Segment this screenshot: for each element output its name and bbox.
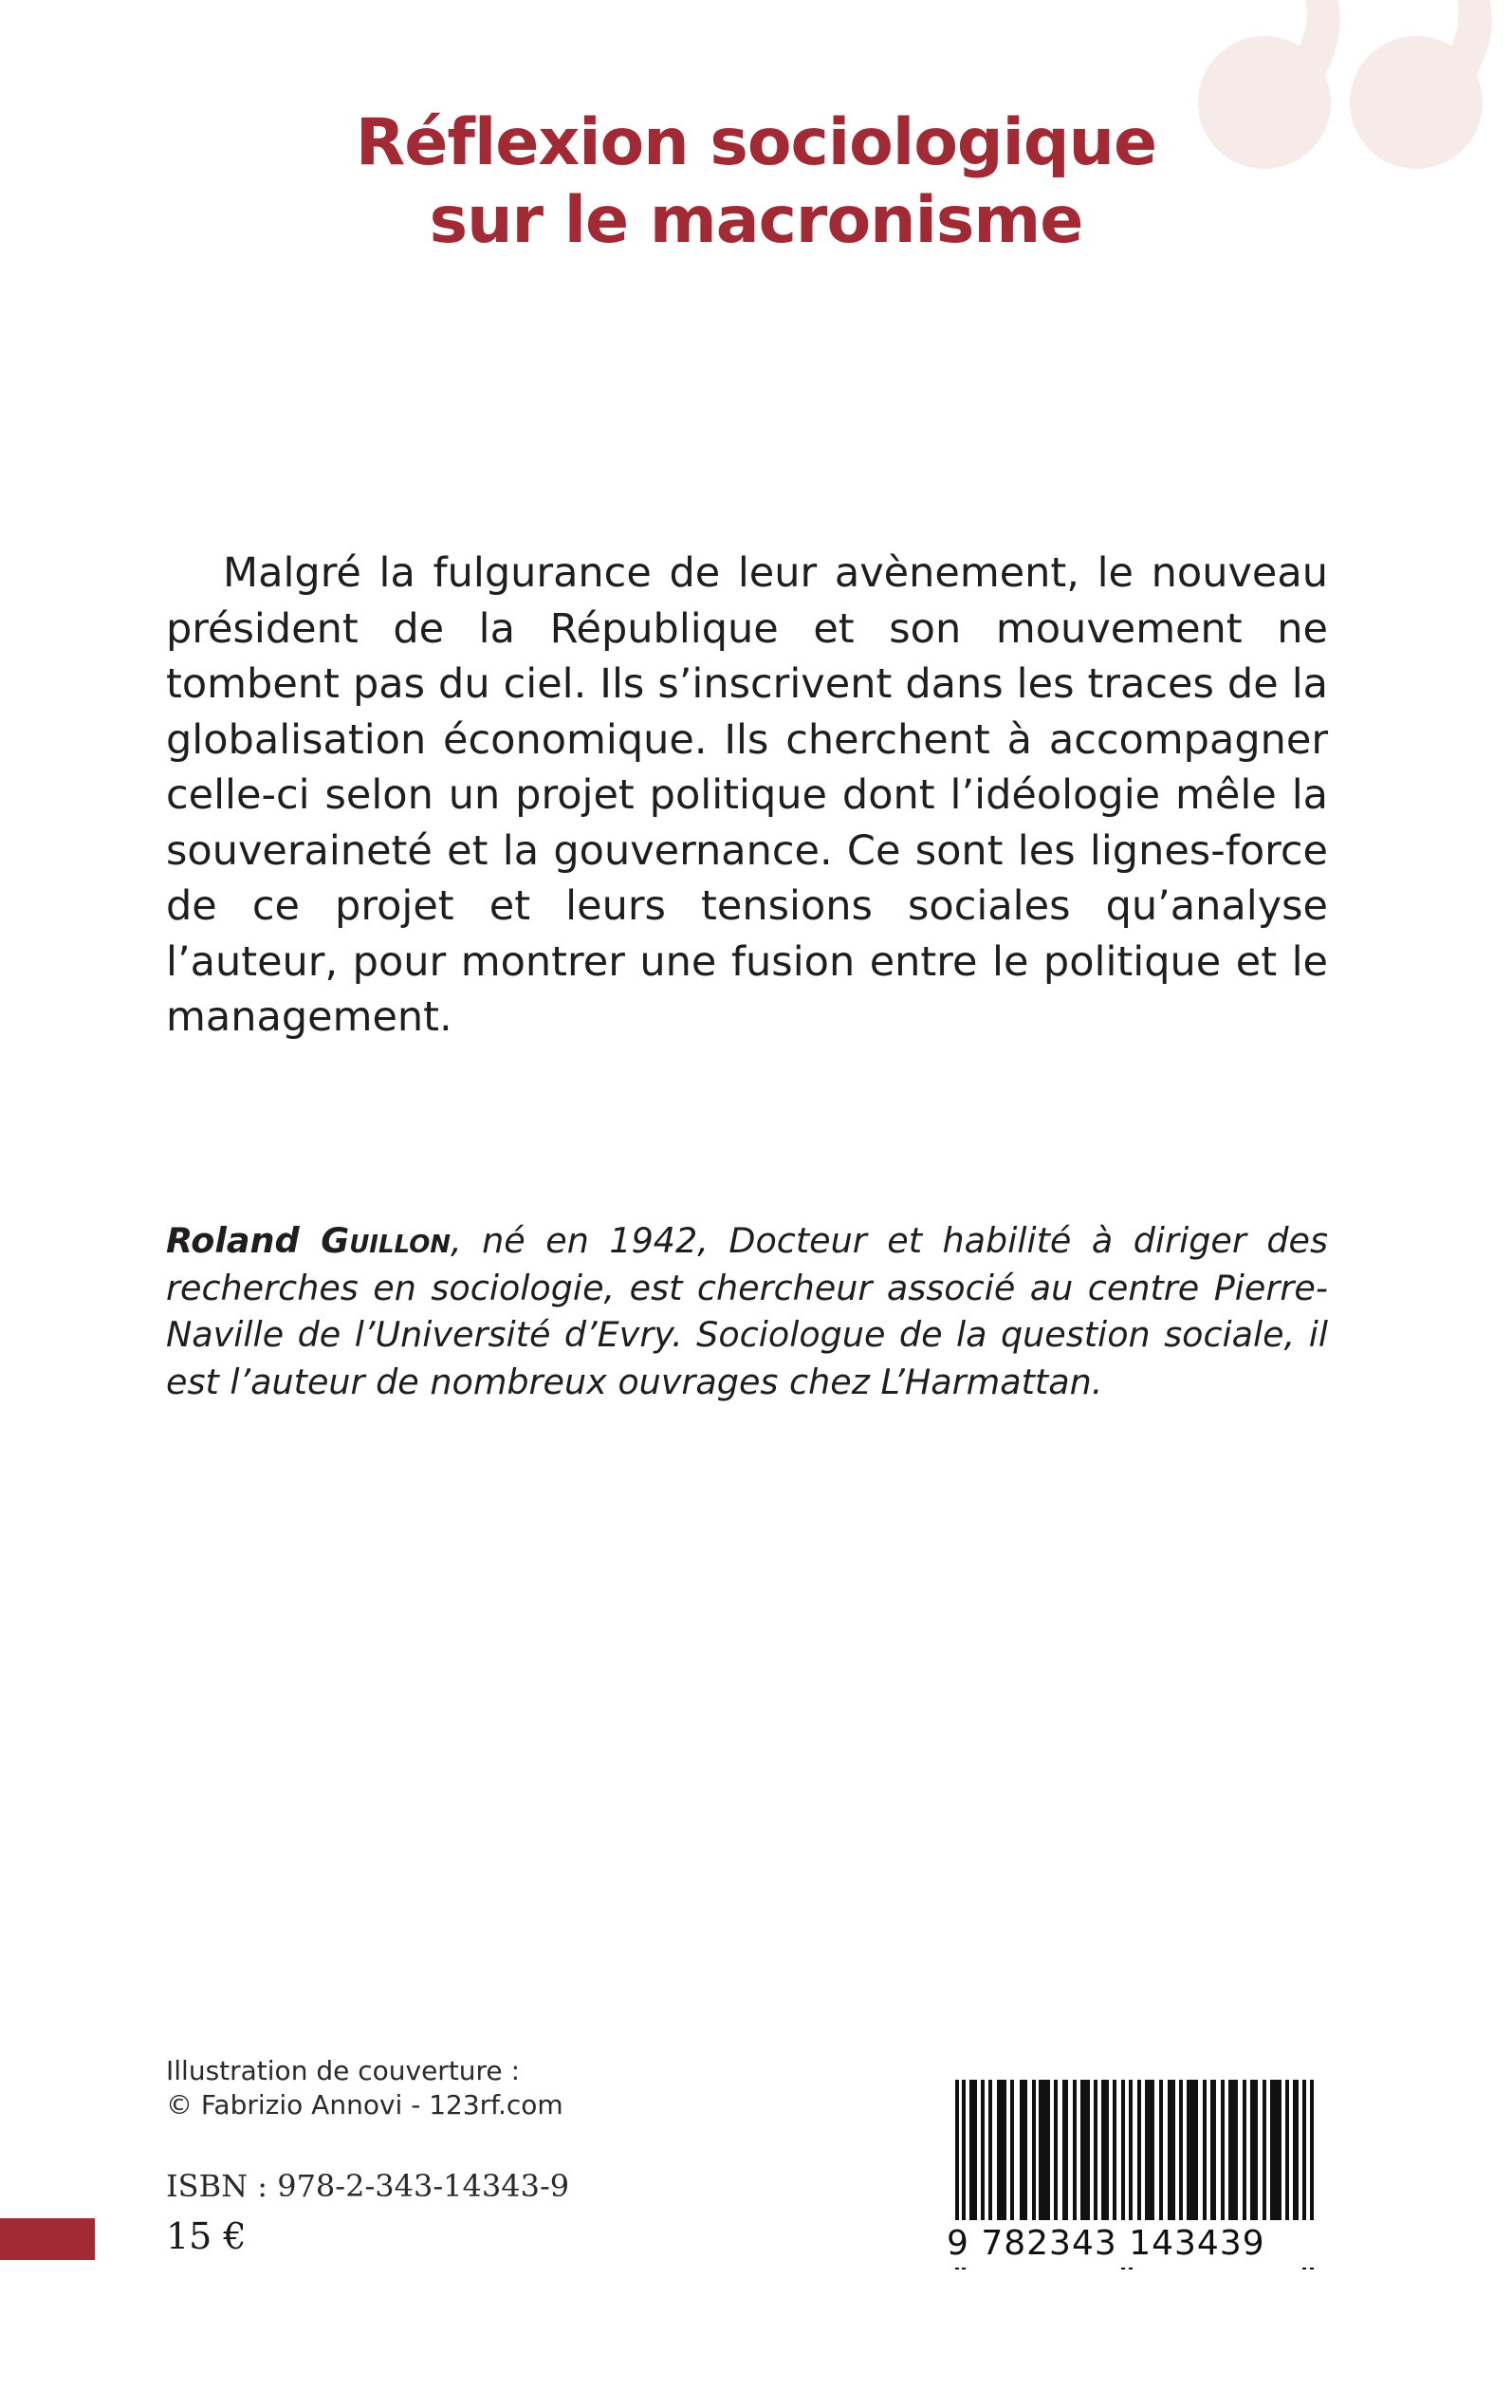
author-name [166, 1220, 451, 1261]
book-title [0, 104, 1512, 260]
isbn: ISBN : 978-2-343-14343-9 [166, 2168, 570, 2204]
barcode-number: 9 782343 143439 [939, 2220, 1345, 2268]
book-blurb: Malgré la fulgurance de leur avènement, le nouveau président de la République et son mouvement ne tombent pas du ciel. Ils s’inscrivent dans les traces de la globalisation économique. Ils cherchent à accompagner celle-ci selon un projet politique dont l’idéologie mêle la souveraineté et la gouvernance. Ce sont les lignes-force de ce projet et leurs tensions sociales qu’analyse l’auteur, pour montrer une fusion entre le politique et le management. [166, 549, 1328, 1041]
accent-band [0, 2218, 95, 2260]
author-last-name: Guillon [321, 1220, 452, 1261]
book-title-line-1: Réflexion sociologique [355, 105, 1157, 180]
cover-illustration-credit [166, 2054, 563, 2122]
book-title-line-2: sur le macronisme [429, 183, 1083, 258]
author-bio [166, 1217, 1328, 1405]
author-bio-text: , né en 1942, Docteur et habilité à diriger des recherches en sociologie, est chercheur associé au centre Pierre-Naville de l’Université d’Evry. Sociologue de la question sociale, il est l’auteur de nombreux ouvrages chez L’Harmattan. [166, 1220, 1328, 1402]
author-first-name: Roland [166, 1220, 300, 1261]
price: 15 € [166, 2215, 247, 2257]
credit-source: © Fabrizio Annovi - 123rf.com [166, 2089, 563, 2121]
credit-label: Illustration de couverture : [166, 2055, 520, 2086]
